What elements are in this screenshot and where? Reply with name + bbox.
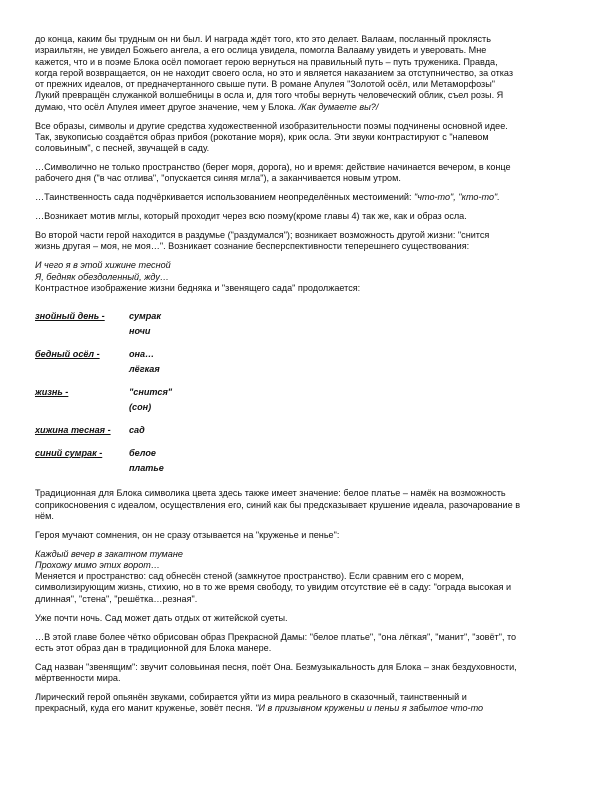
comparison-right-line: ночи [129,326,151,337]
text-segment: Сад назван "звенящим": звучит соловьиная песня, поёт Она. Безмузыкальность для Блока – знак бездуховности, [35,661,517,672]
text-segment: …В этой главе более чётко обрисован образ Прекрасной Дамы: "белое платье", "она лёгкая", "манит", "зовёт", то [35,631,517,642]
italic-text: /Как думаете вы?/ [298,101,379,112]
text-segment: символизирующим жизнь, стихию, но в то же время свободу, то увидим отсутствие её в саду: "ограда высокая и [35,582,512,593]
italic-text: Прохожу мимо этих ворот… [35,559,160,570]
text-segment: длинная", "стена", "решётка…резная". [35,593,198,604]
text-line [35,632,568,643]
text-line [35,571,568,582]
comparison-right-term [129,347,160,377]
text-segment: Традиционная для Блока символика цвета здесь также имеет значение: белое платье – намёк на возможность [35,488,506,499]
text-line [35,162,568,173]
text-line [35,57,568,68]
text-line [35,79,568,90]
paragraph-p6 [35,230,568,253]
comparison-right-line: она… [129,349,155,360]
paragraph-p11 [35,613,568,624]
paragraph-p1 [35,34,568,113]
text-segment: от прежних идеалов, от предначертанного свыше пути. В романе Апулея "Золотой осёл, или Метаморфозы" [35,79,495,90]
text-segment: израильтян, не увидел Божьего ангела, а его ослица увидела, помогла Валааму увидеть и уверовать. Мне [35,45,487,56]
paragraph-p12 [35,632,568,655]
text-segment: Во второй части герой находится в раздумье ("раздумался"); возникает возможность другой жизни: "снится [35,230,490,241]
text-line [35,173,568,184]
paragraph-p10 [35,549,568,605]
comparison-right-term [129,309,161,339]
comparison-left-term: синий сумрак - [35,448,103,459]
text-segment: Все образы, символы и другие средства художественной изобразительности поэмы подчинены основной идее. [35,120,508,131]
italic-text: Я, бедняк обездоленный, жду… [35,271,169,282]
italic-text: "что-то", "кто-то". [414,192,500,203]
text-line [35,143,568,154]
italic-text: "И в призывном круженьи и пеньи я забытое что-то [255,703,484,714]
text-line [35,192,568,203]
comparison-right-line: платье [129,463,164,474]
text-line [35,703,568,714]
text-segment: рабочего дня ("в час отлива", "опускается синяя мгла"), а заканчивается новым утром. [35,173,401,184]
text-line [35,230,568,241]
text-segment: прекрасный, куда его манит круженье, зовёт песня. [35,703,256,714]
paragraph-p8 [35,488,568,522]
text-segment: жизнь другая – моя, не моя…". Возникает сознание бесперспективности теперешнего существования: [35,241,470,252]
text-line [35,34,568,45]
paragraph-p3 [35,162,568,185]
text-line [35,68,568,79]
italic-text: И чего я в этой хижине тесной [35,260,171,271]
text-segment: кажется, что и в поэме Блока осёл помогает герою вернуться на правильный путь – путь труженика. Правда, [35,56,498,67]
comparison-right-term [129,423,145,438]
text-block-upper [35,34,568,294]
text-line [35,530,568,541]
comparison-row [35,347,568,377]
comparison-row [35,423,568,438]
text-segment: Контрастное изображение жизни бедняка и "звенящего сада" продолжается: [35,282,361,293]
text-segment: есть этот образ дан в традиционной для Блока манере. [35,642,272,653]
paragraph-p7 [35,260,568,294]
comparison-left-term: бедный осёл - [35,349,100,360]
text-line [35,121,568,132]
text-segment: соловьиным", с песней, звучащей в саду. [35,143,210,154]
text-block-lower [35,488,568,714]
text-segment: Лирический герой опьянён звуками, собирается уйти из мира реального в сказочный, таинственный и [35,691,467,702]
text-line [35,662,568,673]
text-segment: Уже почти ночь. Сад может дать отдых от житейской суеты. [35,612,288,623]
text-line [35,582,568,593]
comparison-row [35,446,568,476]
text-segment: думаю, что осёл Апулея имеет другое значение, чем у Блока. [35,101,299,112]
text-line [35,692,568,703]
paragraph-p2 [35,121,568,155]
text-line [35,549,568,560]
comparison-row [35,309,568,339]
text-segment: Меняется и пространство: сад обнесён стеной (замкнутое пространство). Если сравним его с морем, [35,571,464,582]
text-segment: …Таинственность сада подчёркивается использованием неопределённых местоимений: [35,192,415,203]
text-line [35,594,568,605]
comparison-left-term: знойный день - [35,311,105,322]
comparison-right-line: сумрак [129,311,161,322]
paragraph-p14 [35,692,568,715]
text-segment: нём. [35,510,54,521]
text-line [35,673,568,684]
comparison-row [35,385,568,415]
text-segment: соприкосновения с идеалом, осуществления его, синий как бы предсказывает крушение идеала, разочарование в [35,499,521,510]
text-segment: до конца, каким бы трудным он ни был. И награда ждёт того, кто это делает. Валаам, посланный проклясть [35,34,491,44]
comparison-right-line: белое [129,448,156,459]
text-line [35,613,568,624]
text-line [35,511,568,522]
text-segment: …Возникает мотив мглы, который проходит через всю поэму(кроме главы 4) так же, как и образ осла. [35,211,467,222]
comparison-right-line: (сон) [129,402,152,413]
text-line [35,272,568,283]
text-line [35,500,568,511]
text-line [35,241,568,252]
comparison-right-line: "снится" [129,387,173,398]
text-segment: Так, звукописью создаётся образ прибоя (рокотание моря), крик осла. Эти звуки контрастируют с "напевом [35,131,489,142]
comparison-right-line: лёгкая [129,364,160,375]
text-segment: мёртвенности мира. [35,673,121,684]
text-line [35,132,568,143]
contrast-comparison-table [35,309,568,476]
text-line [35,643,568,654]
text-segment: Героя мучают сомнения, он не сразу отзывается на "круженье и пенье": [35,529,340,540]
paragraph-p13 [35,662,568,685]
comparison-right-term [129,385,172,415]
comparison-right-term [129,446,164,476]
text-segment: Лукий превращён служанкой волшебницы в осла и, для того чтобы вернуть человеческий облик, съел розы. Я [35,90,504,101]
comparison-left-term: жизнь - [35,387,69,398]
text-line [35,488,568,499]
text-line [35,90,568,101]
italic-text: Каждый вечер в закатном тумане [35,548,183,559]
text-segment: …Символично не только пространство (берег моря, дорога), но и время: действие начинается вечером, в конце [35,162,511,173]
text-segment: когда герой возвращается, он не находит своего осла, но это и является наказанием за отступничество, за отказ [35,67,514,78]
text-line [35,260,568,271]
text-line [35,560,568,571]
text-line [35,283,568,294]
text-line [35,102,568,113]
text-line [35,45,568,56]
paragraph-p4 [35,192,568,203]
comparison-right-line: сад [129,425,145,436]
comparison-left-term: хижина тесная - [35,425,111,436]
text-line [35,211,568,222]
paragraph-p5 [35,211,568,222]
paragraph-p9 [35,530,568,541]
